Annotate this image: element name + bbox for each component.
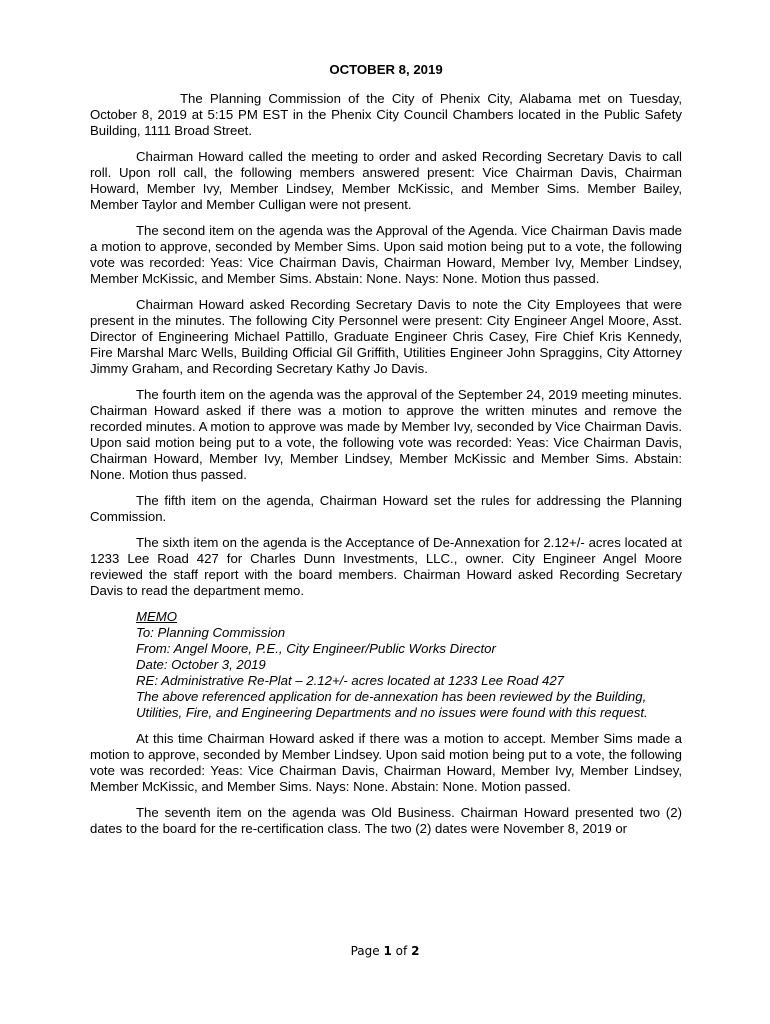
paragraph-roll-call: Chairman Howard called the meeting to order and asked Recording Secretary Davis to call roll. Upon roll call, the following members answered present: Vice Chairman Davis, Chairman Howard, Member Ivy, Member Lindsey, Member McKissic, and Member Sims. Member Bailey, Member Taylor and Member Culligan were not present. — [90, 149, 682, 212]
paragraph-meeting-intro: The Planning Commission of the City of Phenix City, Alabama met on Tuesday, October 8, 2019 at 5:15 PM EST in the Phenix City Council Chambers located in the Public Safety Building, 1111 Broad Street. — [90, 91, 682, 138]
page-label: Page — [350, 944, 380, 958]
memo-date: Date: October 3, 2019 — [136, 657, 266, 672]
of-label: of — [395, 944, 408, 958]
paragraph-old-business: The seventh item on the agenda was Old Business. Chairman Howard presented two (2) dates to the board for the re-certification class. The two (2) dates were November 8, 2019 or — [90, 805, 682, 836]
memo-block — [136, 609, 682, 721]
paragraph-rules: The fifth item on the agenda, Chairman Howard set the rules for addressing the Planning Commission. — [90, 493, 682, 524]
memo-from: From: Angel Moore, P.E., City Engineer/Public Works Director — [136, 641, 496, 656]
memo-re: RE: Administrative Re-Plat – 2.12+/- acres located at 1233 Lee Road 427 — [136, 673, 564, 688]
memo-to: To: Planning Commission — [136, 625, 286, 640]
page-total: 2 — [411, 944, 420, 958]
page-footer — [0, 944, 770, 958]
page-number: 1 — [383, 944, 392, 958]
paragraph-motion-accept: At this time Chairman Howard asked if there was a motion to accept. Member Sims made a motion to approve, seconded by Member Lindsey. Upon said motion being put to a vote, the following vote was recorded: Yeas: Vice Chairman Davis, Chairman Howard, Member Ivy, Member Lindsey, Member McKissic, and Member Sims. Nays: None. Abstain: None. Motion passed. — [90, 731, 682, 794]
paragraph-de-annexation: The sixth item on the agenda is the Acceptance of De-Annexation for 2.12+/- acres located at 1233 Lee Road 427 for Charles Dunn Investments, LLC., owner. City Engineer Angel Moore reviewed the staff report with the board members. Chairman Howard asked Recording Secretary Davis to read the department memo. — [90, 535, 682, 598]
memo-heading: MEMO — [136, 609, 178, 624]
memo-body: The above referenced application for de-annexation has been reviewed by the Building, Utilities, Fire, and Engineering Departments and no issues were found with this request. — [136, 689, 648, 720]
document-title: OCTOBER 8, 2019 — [329, 62, 443, 77]
paragraph-city-personnel: Chairman Howard asked Recording Secretary Davis to note the City Employees that were present in the minutes. The following City Personnel were present: City Engineer Angel Moore, Asst. Director of Engineering Michael Pattillo, Graduate Engineer Chris Casey, Fire Chief Kris Kennedy, Fire Marshal Marc Wells, Building Official Gil Griffith, Utilities Engineer John Spraggins, City Attorney Jimmy Graham, and Recording Secretary Kathy Jo Davis. — [90, 297, 682, 376]
paragraph-minutes-approval: The fourth item on the agenda was the approval of the September 24, 2019 meeting minutes. Chairman Howard asked if there was a motion to approve the written minutes and remove the recorded minutes. A motion to approve was made by Member Ivy, seconded by Vice Chairman Davis. Upon said motion being put to a vote, the following vote was recorded: Yeas: Vice Chairman Davis, Chairman Howard, Member Ivy, Member Lindsey, Member McKissic and Member Sims. Abstain: None. Motion thus passed. — [90, 387, 682, 482]
paragraph-agenda-approval: The second item on the agenda was the Approval of the Agenda. Vice Chairman Davis made a motion to approve, seconded by Member Sims. Upon said motion being put to a vote, the following vote was recorded: Yeas: Vice Chairman Davis, Chairman Howard, Member Ivy, Member Lindsey, Member McKissic, and Member Sims. Abstain: None. Nays: None. Motion thus passed. — [90, 223, 682, 286]
document-body — [90, 62, 682, 837]
